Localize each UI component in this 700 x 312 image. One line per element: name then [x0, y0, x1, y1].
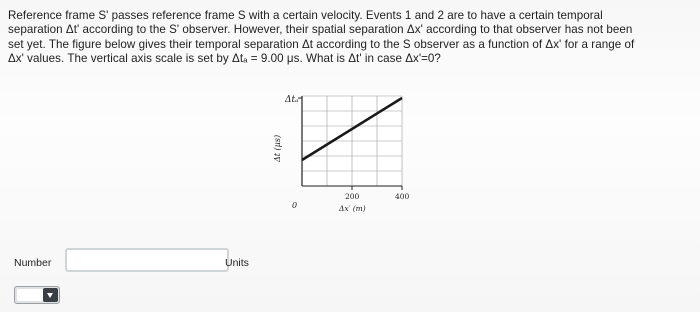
chevron-down-icon[interactable]	[43, 288, 58, 302]
question-line-4: Δx' values. The vertical axis scale is set by Δtₐ = 9.00 μs. What is Δt' in case Δx'=0?	[8, 51, 441, 65]
x-origin-label: 0	[292, 201, 298, 210]
y-scale-label: Δtₐ	[285, 95, 299, 105]
graph-svg	[262, 86, 432, 232]
number-input[interactable]	[65, 248, 229, 272]
units-dropdown[interactable]	[14, 286, 60, 304]
question-line-3: set yet. The figure below gives their temporal separation Δt according to the S observer as a function of Δx' for a range of	[8, 37, 635, 51]
units-label: Units	[225, 257, 249, 269]
number-label: Number	[14, 257, 52, 269]
x-axis-label: Δx′ (m)	[339, 204, 366, 213]
x-tick-label-400: 400	[395, 192, 410, 201]
question-line-1: Reference frame S' passes reference frame S with a certain velocity. Events 1 and 2 are to have a certain temporal	[8, 9, 603, 22]
question-text	[8, 9, 694, 66]
y-axis-label: Δt (μs)	[273, 134, 282, 162]
units-selected-value	[17, 289, 43, 301]
question-line-2: separation Δt' according to the S' observer. However, their spatial separation Δx' according to that observer has not been	[8, 23, 633, 37]
graph-figure	[262, 86, 432, 232]
x-tick-label-200: 200	[345, 192, 360, 201]
